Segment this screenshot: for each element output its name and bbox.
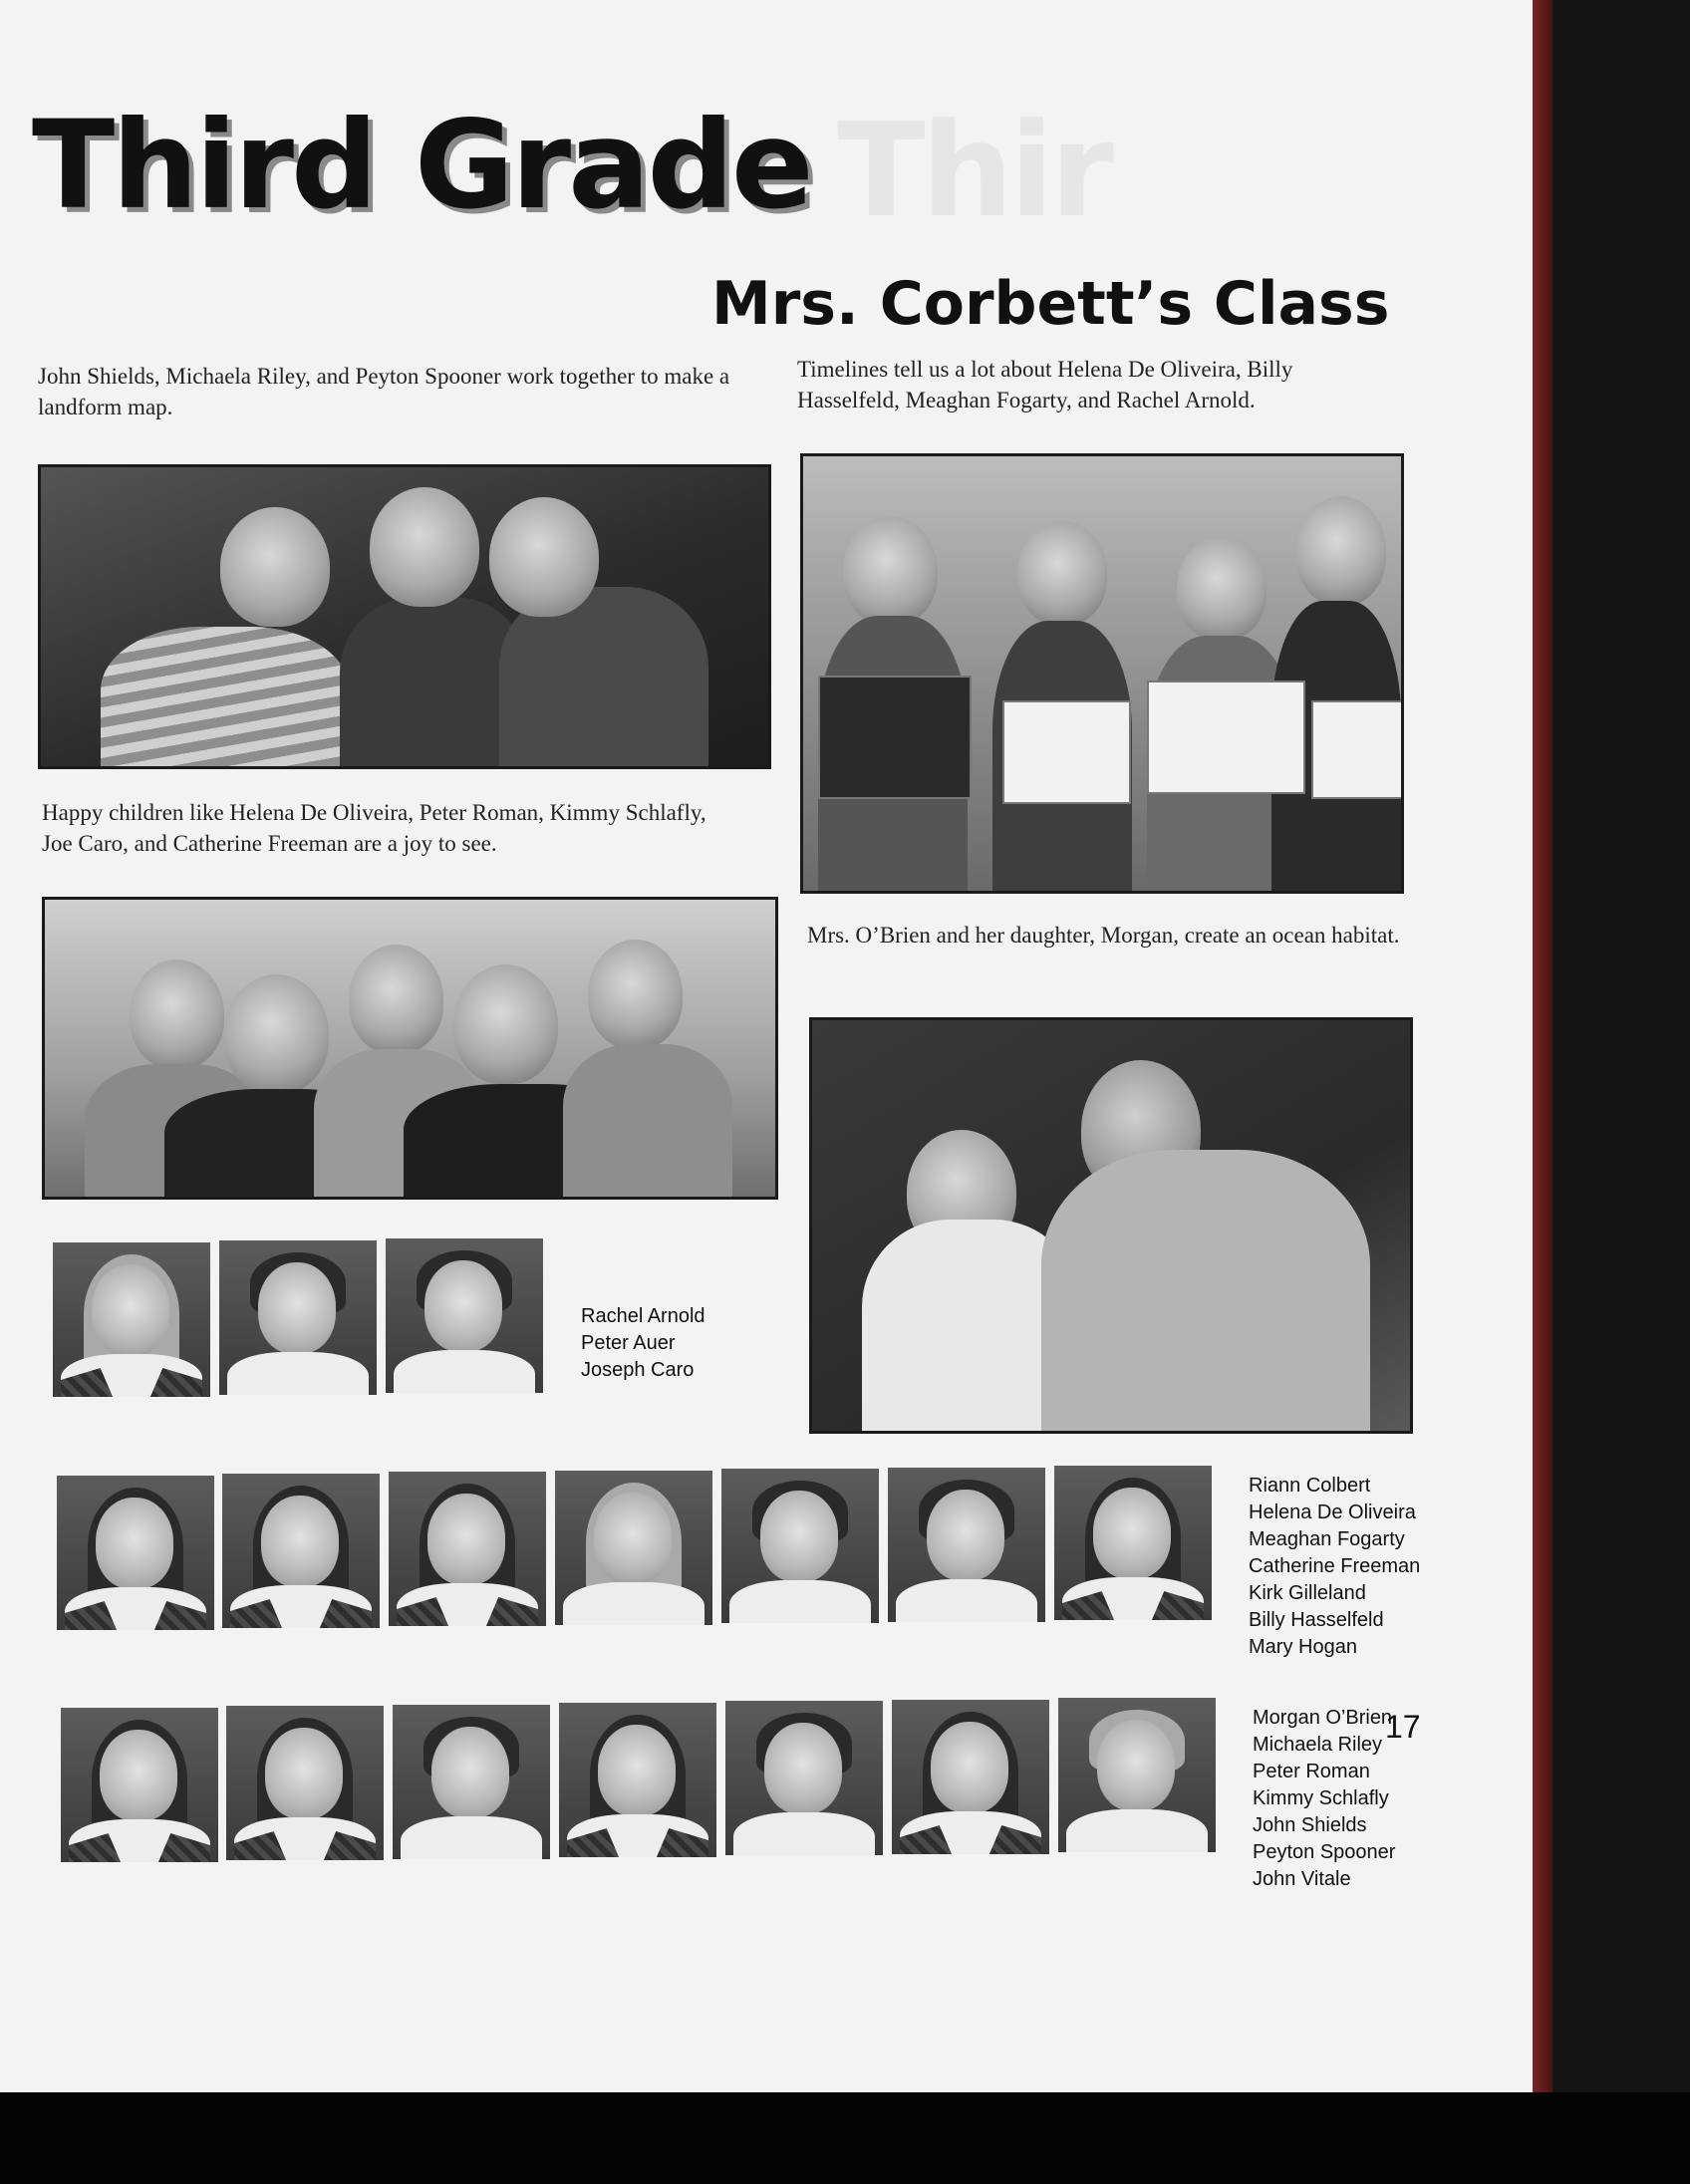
student-name: Riann Colbert: [1249, 1475, 1371, 1497]
student-name: Michaela Riley: [1253, 1734, 1383, 1756]
student-name: Helena De Oliveira: [1249, 1502, 1416, 1523]
student-name: Mary Hogan: [1249, 1636, 1357, 1658]
portrait-helena-de-oliveira: [222, 1474, 380, 1628]
page-number: 17: [1385, 1709, 1421, 1745]
roster-group-1: [581, 1303, 705, 1384]
portrait-rachel-arnold: [53, 1242, 210, 1397]
portrait-riann-colbert: [57, 1476, 214, 1630]
portrait-michaela-riley: [226, 1706, 384, 1860]
portrait-kimmy-schlafly: [559, 1703, 716, 1857]
photo-ocean-habitat: [809, 1017, 1413, 1434]
student-name: John Shields: [1253, 1814, 1367, 1836]
student-name: Billy Hasselfeld: [1249, 1609, 1384, 1631]
student-name: Catherine Freeman: [1249, 1555, 1421, 1577]
roster-group-2: [1249, 1473, 1420, 1661]
student-name: Morgan O’Brien: [1253, 1707, 1393, 1729]
student-name: John Vitale: [1253, 1868, 1351, 1890]
caption-timelines: Timelines tell us a lot about Helena De Oliveira, Billy Hasselfeld, Meaghan Fogarty, and Rachel Arnold.: [797, 357, 1293, 412]
portrait-peyton-spooner: [892, 1700, 1049, 1854]
student-name: Peter Roman: [1253, 1761, 1370, 1782]
student-name: Rachel Arnold: [581, 1305, 705, 1327]
portrait-billy-hasselfeld: [888, 1468, 1045, 1622]
student-name: Kimmy Schlafly: [1253, 1787, 1389, 1809]
portrait-peter-roman: [393, 1705, 550, 1859]
student-name: Peyton Spooner: [1253, 1841, 1396, 1863]
caption-ocean-habitat: Mrs. O’Brien and her daughter, Morgan, create an ocean habitat.: [807, 923, 1400, 948]
book-spine-background: [1552, 0, 1690, 2092]
portrait-catherine-freeman: [555, 1471, 712, 1625]
portrait-kirk-gilleland: [721, 1469, 879, 1623]
portrait-meaghan-fogarty: [389, 1472, 546, 1626]
portrait-john-vitale: [1058, 1698, 1216, 1852]
portrait-joseph-caro: [386, 1238, 543, 1393]
class-subtitle: Mrs. Corbett’s Class: [711, 269, 1390, 339]
photo-timelines: [800, 453, 1404, 894]
student-name: Kirk Gilleland: [1249, 1582, 1366, 1604]
portrait-peter-auer: [219, 1240, 377, 1395]
photo-landform-map: [38, 464, 771, 769]
portrait-mary-hogan: [1054, 1466, 1212, 1620]
roster-group-3: [1253, 1705, 1395, 1893]
page-edge: [1533, 0, 1552, 2092]
student-name: Peter Auer: [581, 1332, 676, 1354]
photo-happy-children: [42, 897, 778, 1200]
portrait-john-shields: [725, 1701, 883, 1855]
student-name: Meaghan Fogarty: [1249, 1528, 1405, 1550]
portrait-morgan-obrien: [61, 1708, 218, 1862]
caption-landform: John Shields, Michaela Riley, and Peyton Spooner work together to make a landform map.: [38, 364, 730, 419]
page-title: Third Grade: [32, 95, 811, 236]
caption-happy-children: Happy children like Helena De Oliveira, Peter Roman, Kimmy Schlafly, Joe Caro, and Catherine Freeman are a joy to see.: [42, 800, 706, 856]
student-name: Joseph Caro: [581, 1359, 695, 1381]
show-through-text: Thir: [837, 95, 1274, 246]
